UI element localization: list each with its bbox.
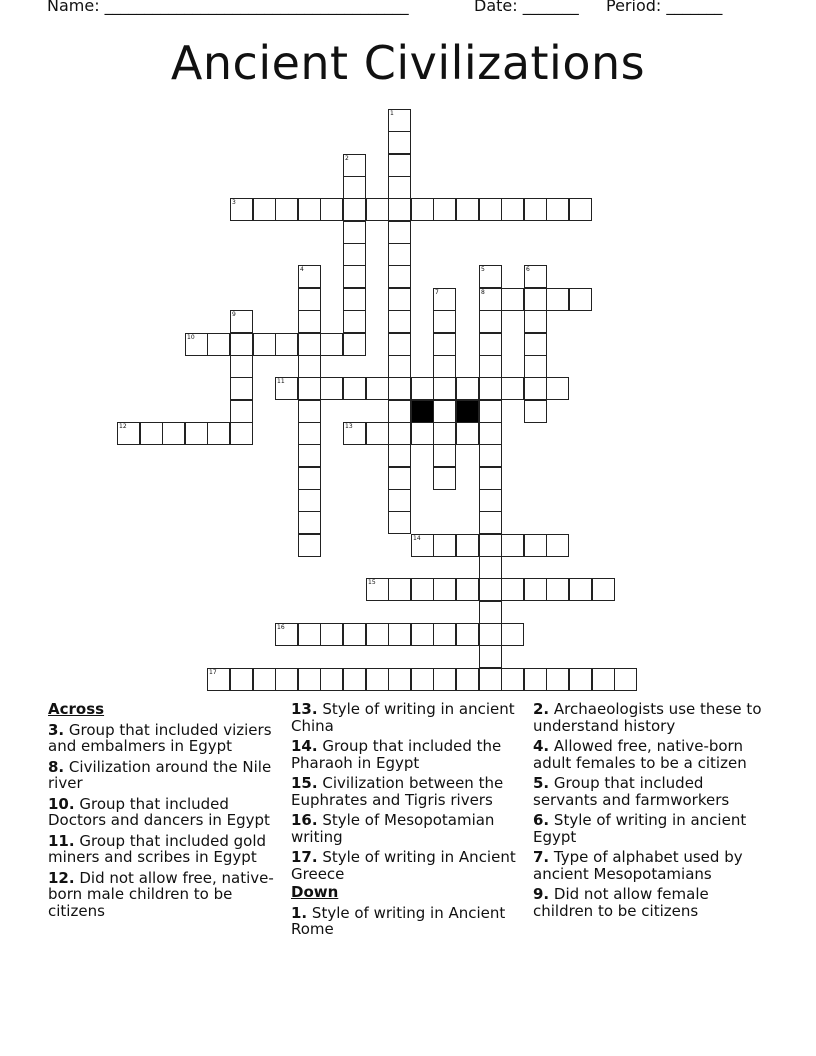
- crossword-cell[interactable]: [253, 333, 276, 356]
- clue-number: 1.: [291, 903, 308, 922]
- crossword-cell[interactable]: [456, 668, 479, 691]
- crossword-cell[interactable]: [388, 131, 411, 154]
- crossword-cell[interactable]: [343, 221, 366, 244]
- crossword-cell[interactable]: [366, 668, 389, 691]
- period-field[interactable]: Period: _______: [606, 0, 723, 15]
- crossword-cell[interactable]: [366, 377, 389, 400]
- crossword-cell[interactable]: [230, 377, 253, 400]
- crossword-cell[interactable]: [388, 288, 411, 311]
- crossword-cell[interactable]: [298, 355, 321, 378]
- crossword-cell[interactable]: [230, 422, 253, 445]
- crossword-cell[interactable]: [298, 400, 321, 423]
- clue-text: Allowed free, native-born adult females to be a citizen: [533, 737, 747, 772]
- crossword-cell[interactable]: [479, 623, 502, 646]
- clue-number: 14.: [291, 737, 318, 755]
- crossword-cell[interactable]: [456, 377, 479, 400]
- crossword-cell[interactable]: [479, 511, 502, 534]
- crossword-cell[interactable]: [524, 377, 547, 400]
- crossword-cell[interactable]: [298, 333, 321, 356]
- crossword-cell[interactable]: [524, 310, 547, 333]
- crossword-cell[interactable]: [298, 489, 321, 512]
- crossword-cell[interactable]: [230, 355, 253, 378]
- crossword-cell[interactable]: [366, 623, 389, 646]
- crossword-cell[interactable]: [479, 265, 502, 288]
- cell-number: 15: [368, 579, 376, 586]
- crossword-cell[interactable]: [433, 444, 456, 467]
- crossword-cell[interactable]: [388, 668, 411, 691]
- crossword-cell[interactable]: [501, 288, 524, 311]
- crossword-cell[interactable]: [343, 288, 366, 311]
- clue-number: 13.: [291, 700, 318, 718]
- name-field[interactable]: Name: ______________________________________: [47, 0, 409, 15]
- clue-text: Group that included viziers and embalmers in Egypt: [48, 720, 272, 755]
- clue-item: [533, 849, 765, 882]
- crossword-cell[interactable]: [501, 578, 524, 601]
- puzzle-title: Ancient Civilizations: [170, 36, 646, 90]
- crossword-cell[interactable]: [479, 355, 502, 378]
- crossword-cell[interactable]: [479, 467, 502, 490]
- clue-item: [48, 796, 280, 829]
- crossword-cell[interactable]: [388, 422, 411, 445]
- crossword-cell[interactable]: [388, 310, 411, 333]
- crossword-cell[interactable]: [343, 623, 366, 646]
- cell-number: 14: [413, 535, 421, 542]
- clue-number: 8.: [48, 757, 65, 776]
- crossword-cell[interactable]: [388, 489, 411, 512]
- crossword-cell[interactable]: [275, 333, 298, 356]
- clue-text: Civilization between the Euphrates and Tigris rivers: [291, 774, 504, 809]
- crossword-cell[interactable]: [230, 400, 253, 423]
- crossword-cell[interactable]: [298, 422, 321, 445]
- crossword-cell[interactable]: [298, 377, 321, 400]
- crossword-cell[interactable]: [569, 198, 592, 221]
- crossword-cell[interactable]: [388, 400, 411, 423]
- crossword-cell[interactable]: [479, 489, 502, 512]
- crossword-cell[interactable]: [253, 198, 276, 221]
- crossword-cell[interactable]: [343, 198, 366, 221]
- crossword-cell[interactable]: [524, 198, 547, 221]
- crossword-cell[interactable]: [185, 333, 208, 356]
- crossword-cell[interactable]: [411, 623, 434, 646]
- crossword-cell[interactable]: [298, 668, 321, 691]
- crossword-cell[interactable]: [388, 333, 411, 356]
- crossword-cell[interactable]: [298, 310, 321, 333]
- cell-number: 11: [277, 378, 285, 385]
- crossword-cell[interactable]: [411, 578, 434, 601]
- crossword-cell[interactable]: [275, 377, 298, 400]
- clue-item: [533, 812, 765, 845]
- clue-number: 11.: [48, 831, 75, 850]
- crossword-cell[interactable]: [433, 668, 456, 691]
- crossword-cell[interactable]: [411, 198, 434, 221]
- crossword-cell[interactable]: [456, 198, 479, 221]
- clue-number: 12.: [48, 868, 75, 887]
- crossword-cell[interactable]: [230, 333, 253, 356]
- clue-number: 10.: [48, 794, 75, 813]
- crossword-cell[interactable]: [343, 265, 366, 288]
- clue-text: Archaeologists use these to understand history: [533, 700, 762, 735]
- clues-column-2: [291, 701, 523, 942]
- clue-text: Style of writing in Ancient Rome: [291, 903, 506, 938]
- clue-number: 5.: [533, 774, 550, 792]
- crossword-cell[interactable]: [433, 623, 456, 646]
- clue-number: 15.: [291, 774, 318, 792]
- crossword-cell[interactable]: [433, 422, 456, 445]
- crossword-cell[interactable]: [524, 355, 547, 378]
- cell-number: 1: [390, 110, 394, 117]
- clue-text: Type of alphabet used by ancient Mesopotamians: [533, 848, 743, 883]
- crossword-cell[interactable]: [388, 467, 411, 490]
- crossword-cell[interactable]: [546, 578, 569, 601]
- clue-number: 9.: [533, 885, 550, 903]
- cell-number: 5: [481, 266, 485, 273]
- crossword-cell[interactable]: [479, 333, 502, 356]
- crossword-cell[interactable]: [320, 333, 343, 356]
- crossword-cell[interactable]: [479, 422, 502, 445]
- clue-number: 16.: [291, 811, 318, 829]
- crossword-cell[interactable]: [185, 422, 208, 445]
- crossword-cell[interactable]: [411, 422, 434, 445]
- cell-number: 7: [435, 289, 439, 296]
- crossword-cell[interactable]: [524, 534, 547, 557]
- clue-number: 4.: [533, 737, 550, 755]
- crossword-cell[interactable]: [253, 668, 276, 691]
- crossword-cell[interactable]: [366, 198, 389, 221]
- crossword-cell[interactable]: [524, 400, 547, 423]
- crossword-cell[interactable]: [479, 668, 502, 691]
- crossword-cell[interactable]: [456, 534, 479, 557]
- cell-number: 3: [232, 199, 236, 206]
- cell-number: 12: [119, 423, 127, 430]
- crossword-cell[interactable]: [479, 578, 502, 601]
- crossword-cell[interactable]: [275, 623, 298, 646]
- cell-number: 4: [300, 266, 304, 273]
- crossword-cell[interactable]: [456, 422, 479, 445]
- crossword-cell[interactable]: [140, 422, 163, 445]
- cell-number: 16: [277, 624, 285, 631]
- crossword-cell[interactable]: [524, 333, 547, 356]
- clue-number: 2.: [533, 700, 550, 718]
- crossword-cell[interactable]: [388, 265, 411, 288]
- crossword-cell[interactable]: [501, 623, 524, 646]
- clue-item: [533, 738, 765, 771]
- crossword-cell[interactable]: [433, 377, 456, 400]
- clues-column-1: [48, 701, 280, 923]
- crossword-cell[interactable]: [433, 578, 456, 601]
- clue-item: [48, 722, 280, 755]
- clue-item: [533, 701, 765, 734]
- crossword-cell[interactable]: [479, 288, 502, 311]
- crossword-cell[interactable]: [479, 198, 502, 221]
- crossword-cell[interactable]: [388, 154, 411, 177]
- crossword-cell[interactable]: [275, 198, 298, 221]
- date-field[interactable]: Date: _______: [474, 0, 579, 15]
- crossword-cell[interactable]: [524, 288, 547, 311]
- crossword-cell[interactable]: [546, 668, 569, 691]
- crossword-cell[interactable]: [388, 198, 411, 221]
- crossword-cell[interactable]: [433, 534, 456, 557]
- crossword-cell[interactable]: [479, 601, 502, 624]
- crossword-cell[interactable]: [343, 310, 366, 333]
- crossword-cell[interactable]: [298, 467, 321, 490]
- crossword-cell[interactable]: [501, 377, 524, 400]
- crossword-cell[interactable]: [479, 310, 502, 333]
- crossword-cell[interactable]: [479, 534, 502, 557]
- crossword-cell[interactable]: [298, 288, 321, 311]
- clue-text: Civilization around the Nile river: [48, 757, 272, 792]
- crossword-cell[interactable]: [230, 310, 253, 333]
- clue-text: Group that included the Pharaoh in Egypt: [291, 737, 502, 772]
- crossword-cell[interactable]: [207, 668, 230, 691]
- crossword-cell[interactable]: [298, 534, 321, 557]
- clue-item: [48, 870, 280, 920]
- black-cell: [411, 400, 434, 423]
- clue-item: [291, 775, 523, 808]
- crossword-cell[interactable]: [456, 578, 479, 601]
- crossword-cell[interactable]: [524, 265, 547, 288]
- crossword-cell[interactable]: [320, 623, 343, 646]
- crossword-cell[interactable]: [592, 578, 615, 601]
- cell-number: 9: [232, 311, 236, 318]
- crossword-cell[interactable]: [388, 444, 411, 467]
- crossword-cell[interactable]: [569, 668, 592, 691]
- crossword-cell[interactable]: [524, 578, 547, 601]
- crossword-cell[interactable]: [411, 668, 434, 691]
- crossword-cell[interactable]: [343, 422, 366, 445]
- clue-item: [291, 812, 523, 845]
- crossword-cell[interactable]: [433, 310, 456, 333]
- crossword-cell[interactable]: [433, 400, 456, 423]
- crossword-cell[interactable]: [433, 467, 456, 490]
- crossword-cell[interactable]: [546, 288, 569, 311]
- crossword-cell[interactable]: [275, 668, 298, 691]
- crossword-cell[interactable]: [433, 333, 456, 356]
- crossword-cell[interactable]: [230, 198, 253, 221]
- cell-number: 2: [345, 155, 349, 162]
- crossword-cell[interactable]: [479, 645, 502, 668]
- crossword-cell[interactable]: [320, 377, 343, 400]
- crossword-cell[interactable]: [117, 422, 140, 445]
- crossword-cell[interactable]: [411, 377, 434, 400]
- crossword-cell[interactable]: [298, 198, 321, 221]
- clue-text: Group that included gold miners and scribes in Egypt: [48, 831, 267, 866]
- crossword-cell[interactable]: [546, 198, 569, 221]
- crossword-cell[interactable]: [388, 377, 411, 400]
- clue-text: Style of writing in ancient China: [291, 700, 515, 735]
- crossword-cell[interactable]: [388, 109, 411, 132]
- clue-text: Group that included Doctors and dancers in Egypt: [48, 794, 270, 829]
- crossword-cell[interactable]: [207, 422, 230, 445]
- clue-item: [533, 775, 765, 808]
- crossword-cell[interactable]: [343, 333, 366, 356]
- crossword-cell[interactable]: [366, 578, 389, 601]
- black-cell: [456, 400, 479, 423]
- clue-number: 17.: [291, 848, 318, 866]
- crossword-cell[interactable]: [388, 511, 411, 534]
- clue-text: Style of writing in ancient Egypt: [533, 811, 747, 846]
- cell-number: 10: [187, 334, 195, 341]
- crossword-cell[interactable]: [433, 355, 456, 378]
- clue-text: Did not allow free, native-born male children to be citizens: [48, 868, 274, 920]
- clue-text: Did not allow female children to be citizens: [533, 885, 709, 920]
- cell-number: 6: [526, 266, 530, 273]
- crossword-cell[interactable]: [320, 668, 343, 691]
- crossword-cell[interactable]: [343, 243, 366, 266]
- crossword-cell[interactable]: [388, 623, 411, 646]
- crossword-cell[interactable]: [501, 198, 524, 221]
- clue-text: Style of Mesopotamian writing: [291, 811, 495, 846]
- crossword-cell[interactable]: [230, 668, 253, 691]
- cell-number: 13: [345, 423, 353, 430]
- crossword-cell[interactable]: [479, 400, 502, 423]
- crossword-cell[interactable]: [162, 422, 185, 445]
- crossword-cell[interactable]: [501, 534, 524, 557]
- crossword-cell[interactable]: [479, 556, 502, 579]
- clue-item: [533, 886, 765, 919]
- crossword-cell[interactable]: [320, 198, 343, 221]
- crossword-cell[interactable]: [456, 623, 479, 646]
- clue-item: [291, 849, 523, 882]
- clue-text: Style of writing in Ancient Greece: [291, 848, 516, 883]
- clue-item: [291, 738, 523, 771]
- crossword-cell[interactable]: [298, 444, 321, 467]
- crossword-cell[interactable]: [388, 243, 411, 266]
- crossword-cell[interactable]: [479, 444, 502, 467]
- cell-number: 8: [481, 289, 485, 296]
- crossword-cell[interactable]: [569, 578, 592, 601]
- clue-item: [48, 759, 280, 792]
- clue-number: 7.: [533, 848, 550, 866]
- crossword-cell[interactable]: [343, 377, 366, 400]
- crossword-cell[interactable]: [614, 668, 637, 691]
- crossword-cell[interactable]: [433, 198, 456, 221]
- crossword-cell[interactable]: [343, 154, 366, 177]
- clues-column-3: [533, 701, 765, 923]
- crossword-cell[interactable]: [388, 221, 411, 244]
- down-heading: Down: [291, 883, 339, 901]
- crossword-cell[interactable]: [298, 511, 321, 534]
- clue-number: 6.: [533, 811, 550, 829]
- crossword-cell[interactable]: [433, 288, 456, 311]
- crossword-cell[interactable]: [298, 265, 321, 288]
- crossword-cell[interactable]: [343, 668, 366, 691]
- crossword-cell[interactable]: [207, 333, 230, 356]
- crossword-cell[interactable]: [388, 355, 411, 378]
- crossword-cell[interactable]: [366, 422, 389, 445]
- across-heading: Across: [48, 700, 105, 718]
- cell-number: 17: [209, 669, 217, 676]
- crossword-cell[interactable]: [479, 377, 502, 400]
- crossword-cell[interactable]: [411, 534, 434, 557]
- clue-item: [48, 833, 280, 866]
- clue-item: [291, 905, 523, 938]
- crossword-cell[interactable]: [388, 578, 411, 601]
- crossword-cell[interactable]: [388, 176, 411, 199]
- crossword-cell[interactable]: [524, 668, 547, 691]
- clue-text: Group that included servants and farmworkers: [533, 774, 730, 809]
- crossword-cell[interactable]: [501, 668, 524, 691]
- crossword-cell[interactable]: [546, 534, 569, 557]
- crossword-cell[interactable]: [546, 377, 569, 400]
- clue-item: [291, 701, 523, 734]
- clue-number: 3.: [48, 720, 65, 739]
- crossword-cell[interactable]: [592, 668, 615, 691]
- crossword-cell[interactable]: [343, 176, 366, 199]
- crossword-cell[interactable]: [569, 288, 592, 311]
- crossword-cell[interactable]: [298, 623, 321, 646]
